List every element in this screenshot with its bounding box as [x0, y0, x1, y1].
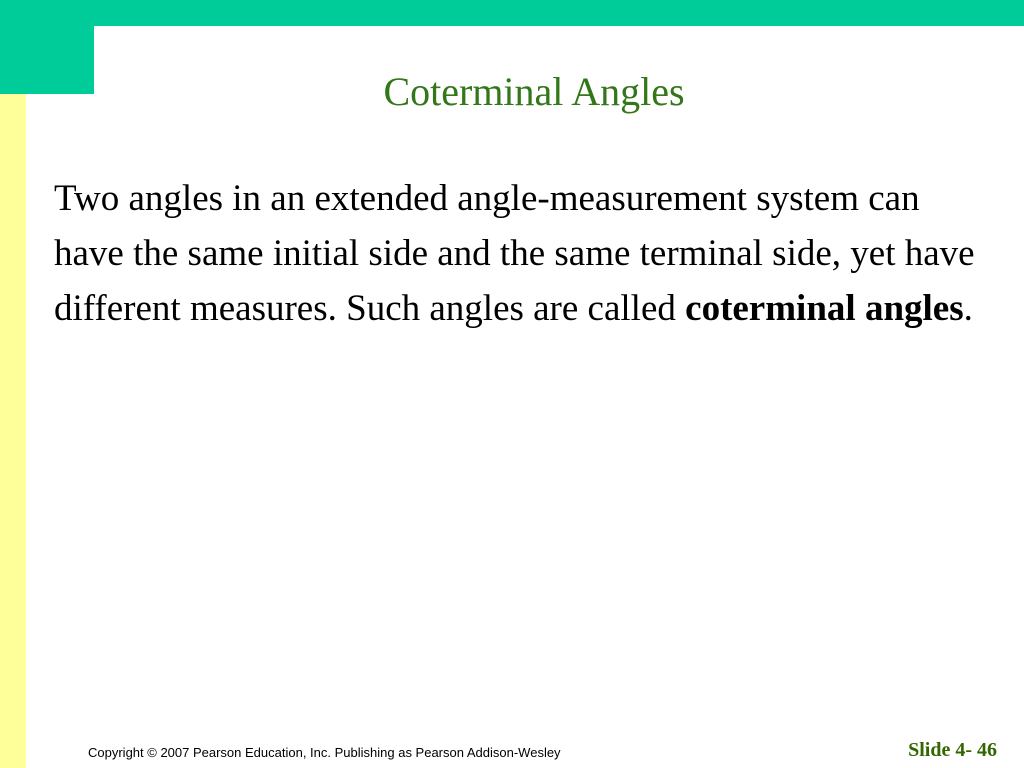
slide-number: Slide 4- 46: [908, 739, 997, 761]
body-end-punctuation: .: [963, 288, 973, 329]
slide-body-text: [54, 171, 994, 336]
corner-accent-block: [0, 0, 94, 94]
body-key-term: coterminal angles: [685, 288, 964, 329]
slide-title: Coterminal Angles: [383, 69, 685, 114]
copyright-notice: Copyright © 2007 Pearson Education, Inc. Publishing as Pearson Addison-Wesley: [88, 745, 561, 760]
top-accent-bar: [0, 0, 1024, 26]
left-accent-stripe: [0, 94, 26, 768]
body-intro-text: Two angles in an extended angle-measurement system can have the same initial side and the same terminal side, yet have different measures. Such angles are called: [54, 178, 975, 329]
